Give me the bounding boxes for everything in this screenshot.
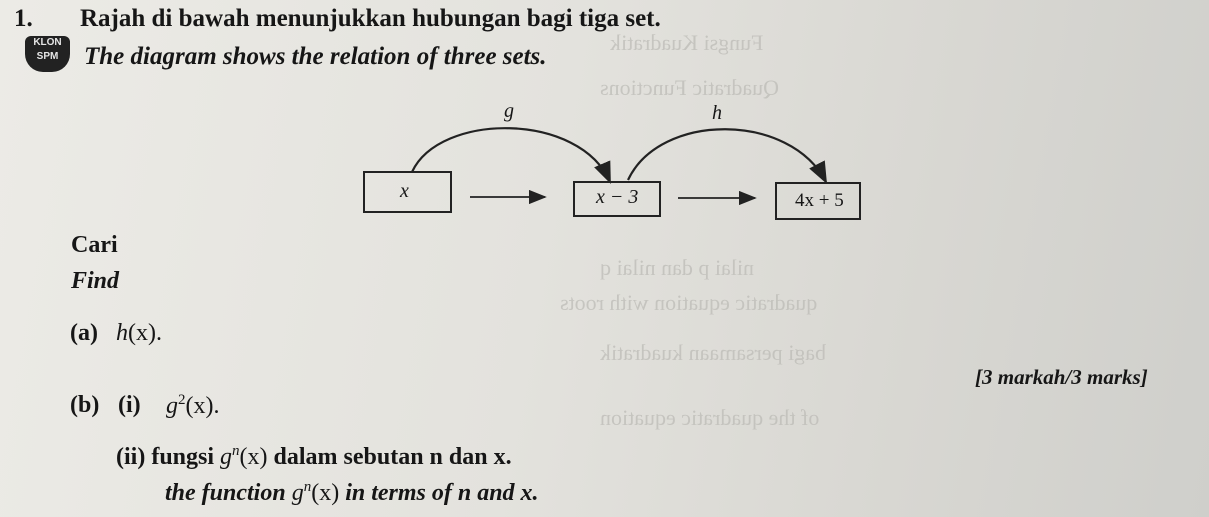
part-b-ii-line-malay — [116, 443, 512, 471]
part-a-rest: (x). — [128, 320, 162, 346]
part-b-ii-malay-suffix: dalam sebutan n dan x. — [273, 444, 512, 470]
box-4x-plus-5-text: 4x + 5 — [795, 190, 844, 211]
question-number: 1. — [14, 5, 33, 32]
label-h: h — [712, 102, 722, 124]
part-a-expression — [116, 320, 162, 347]
part-a-func: h — [116, 320, 128, 346]
logo-text-top: KLON — [33, 37, 62, 48]
part-b-i-label: (i) — [118, 392, 141, 418]
part-b-ii-english-prefix: the function — [165, 480, 286, 506]
bleed-through-text: quadratic equation with roots — [560, 290, 818, 315]
part-b-i-func: g — [166, 393, 178, 419]
box-x-minus-3-text: x − 3 — [596, 186, 639, 208]
part-a-label: (a) — [70, 320, 98, 346]
part-b-ii-arg-en: (x) — [311, 480, 340, 506]
find-malay: Cari — [71, 232, 118, 258]
part-b-ii-label: (ii) — [116, 444, 146, 470]
part-b-label: (b) — [70, 392, 100, 418]
arc-g — [412, 128, 610, 182]
arc-h — [628, 129, 826, 182]
part-b-ii-arg: (x) — [239, 444, 268, 470]
prompt-english: The diagram shows the relation of three sets. — [84, 43, 547, 70]
part-b-ii-malay-prefix: fungsi — [151, 444, 215, 470]
part-b-ii-sup: n — [232, 443, 240, 459]
part-b-i-expression — [166, 392, 219, 420]
marks-label: [3 markah/3 marks] — [975, 365, 1148, 389]
label-g: g — [504, 100, 514, 122]
bleed-through-text: of the quadratic equation — [600, 405, 820, 430]
bleed-through-text: bagi persamaan kuadratik — [600, 340, 827, 365]
part-b-ii-sup-en: n — [303, 479, 312, 495]
logo-text-bottom: SPM — [36, 51, 59, 62]
box-x-text: x — [400, 180, 409, 202]
prompt-malay: Rajah di bawah menunjukkan hubungan bagi tiga set. — [80, 5, 661, 32]
part-b-ii-line-english — [165, 479, 539, 507]
part-b-ii-english-suffix: in terms of n and x. — [345, 480, 539, 506]
bleed-through-text: nilai p dan nilai q — [600, 255, 754, 280]
part-b-i-sup: 2 — [178, 392, 186, 408]
part-b-ii-func: g — [220, 444, 233, 470]
bleed-through-text: Quadratic Functions — [600, 75, 780, 100]
part-b-ii-func-en: g — [291, 480, 304, 506]
part-b-i-rest: (x). — [185, 393, 220, 419]
find-english: Find — [71, 268, 120, 294]
bleed-through-text: Fungsi Kuadratik — [610, 30, 764, 55]
